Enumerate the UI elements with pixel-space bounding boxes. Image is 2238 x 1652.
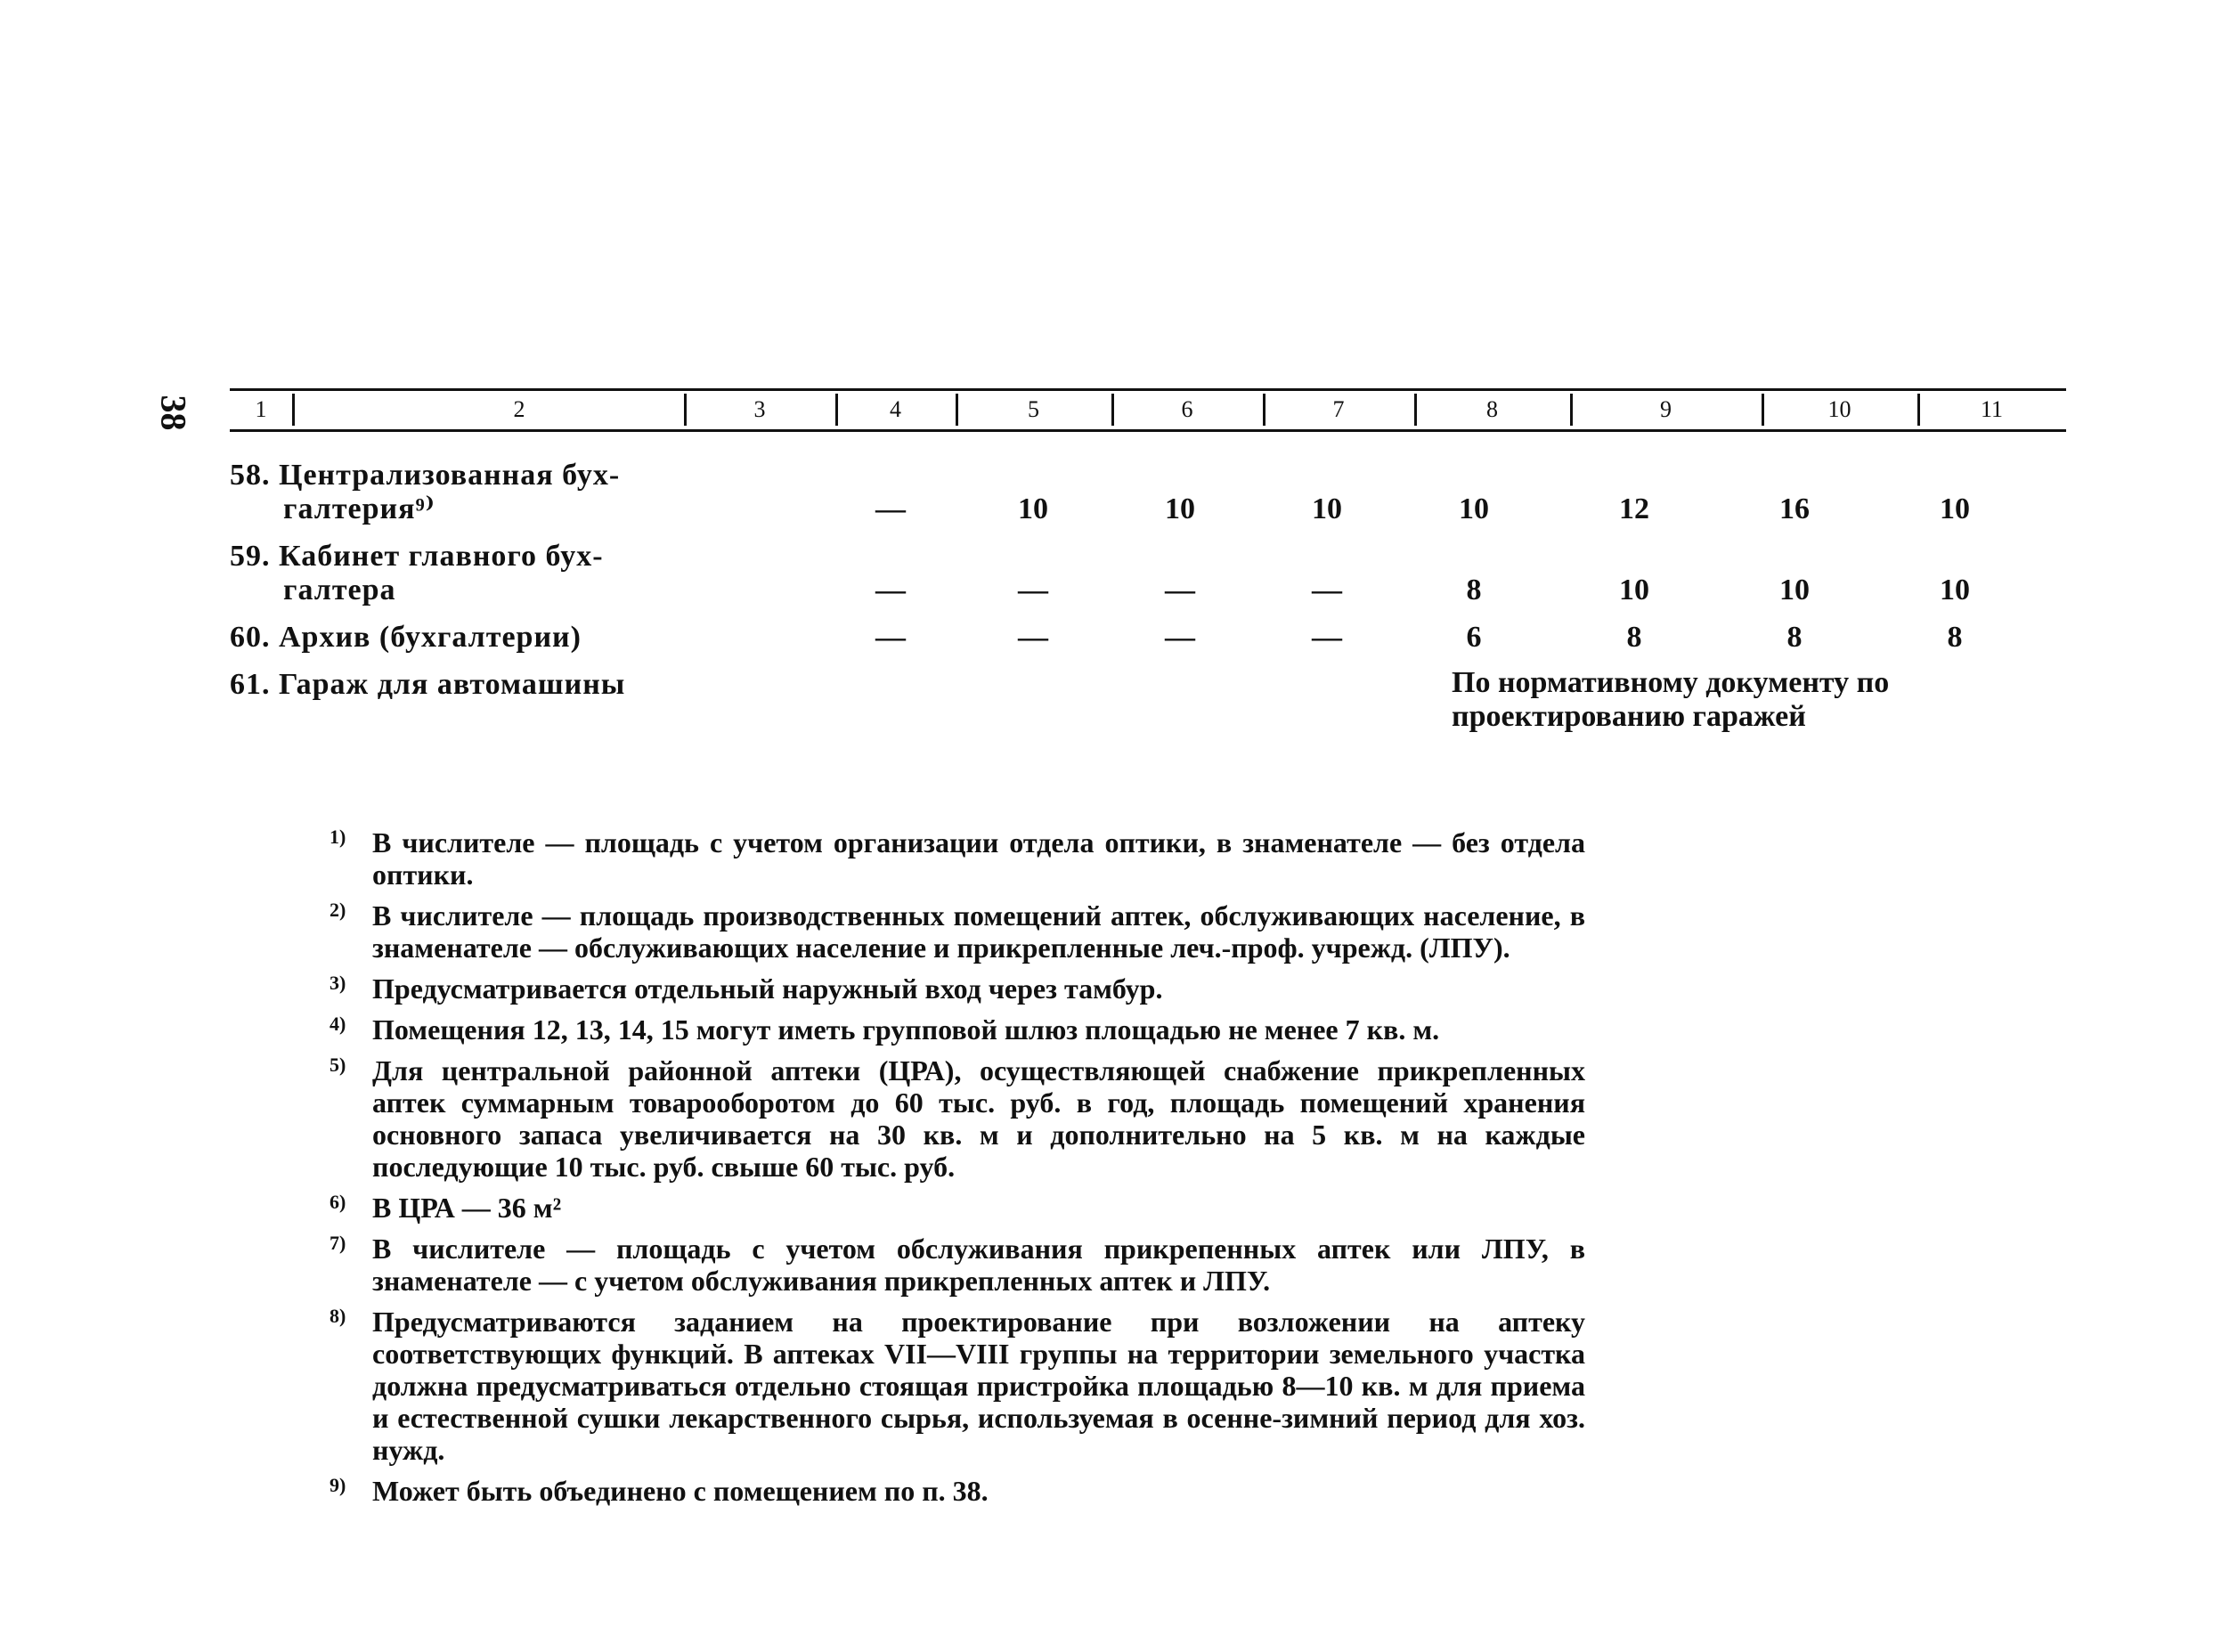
page-number: 38	[153, 395, 194, 431]
footnote-mark: 4)	[330, 1013, 346, 1035]
cell-col10: 10	[1779, 574, 1810, 606]
cell-col6: —	[1165, 621, 1195, 654]
footnote	[330, 972, 1585, 1005]
header-col-8: 8	[1486, 396, 1498, 422]
row-label-line1: 58. Централизованная бух-	[230, 459, 621, 492]
footnote	[330, 1233, 1585, 1297]
cell-col7: —	[1312, 621, 1342, 654]
footnotes	[330, 826, 1585, 1516]
cell-col8: 8	[1466, 574, 1482, 606]
cell-col10: 16	[1779, 492, 1810, 525]
footnote-mark: 9)	[330, 1474, 346, 1496]
cell-col9: 8	[1626, 621, 1642, 654]
footnote-mark: 8)	[330, 1305, 346, 1327]
table-header-row	[230, 390, 2066, 429]
cell-col7: —	[1312, 574, 1342, 606]
header-col-4: 4	[890, 396, 901, 422]
cell-col8: 6	[1466, 621, 1482, 654]
cell-col8: 10	[1459, 492, 1489, 525]
cell-col5: —	[1018, 574, 1048, 606]
row-note: По нормативному документу по проектированию гаражей	[1452, 666, 1890, 733]
footnote-text: Предусматриваются заданием на проектирование при возложении на аптеку соответствующих функций. В аптеках VII—VIII группы на территории земельного участка должна предусматриваться отдельно стоящая пристройка площадью 8—10 кв. м для приема и естественной сушки лекарственного сырья, используемая в осенне-зимний период для хоз. нужд.	[372, 1306, 1585, 1466]
footnote-text: В ЦРА — 36 м²	[372, 1192, 562, 1224]
cell-col4: —	[875, 621, 906, 654]
footnote-mark: 5)	[330, 1054, 346, 1076]
cell-col9: 12	[1619, 492, 1649, 525]
footnote	[330, 1192, 1585, 1224]
header-col-6: 6	[1181, 396, 1193, 422]
footnote-mark: 3)	[330, 972, 346, 994]
row-label-line1: 60. Архив (бухгалтерии)	[230, 621, 582, 654]
footnote-text: В числителе — площадь с учетом обслуживания прикрепенных аптек или ЛПУ, в знаменателе — с учетом обслуживания прикрепленных аптек и ЛПУ.	[372, 1233, 1585, 1297]
cell-col6: 10	[1165, 492, 1195, 525]
header-col-9: 9	[1660, 396, 1672, 422]
cell-col11: 10	[1940, 492, 1970, 525]
row-label-line2: галтерия⁹⁾	[283, 492, 435, 525]
footnote	[330, 1306, 1585, 1466]
footnote	[330, 1475, 1585, 1507]
header-col-10: 10	[1827, 396, 1851, 422]
cell-col11: 10	[1940, 574, 1970, 606]
footnote-text: Для центральной районной аптеки (ЦРА), осуществляющей снабжение прикрепленных аптек суммарным товарооборотом до 60 тыс. руб. в год, площадь помещений хранения основного запаса увеличивается на 30 кв. м и дополнительно на 5 кв. м на каждые последующие 10 тыс. руб. свыше 60 тыс. руб.	[372, 1054, 1585, 1183]
cell-col5: 10	[1018, 492, 1048, 525]
header-col-7: 7	[1332, 396, 1345, 422]
cell-col7: 10	[1312, 492, 1342, 525]
footnote-text: Предусматривается отдельный наружный вход через тамбур.	[372, 972, 1163, 1005]
cell-col11: 8	[1947, 621, 1963, 654]
footnote-mark: 2)	[330, 899, 346, 921]
header-col-5: 5	[1028, 396, 1039, 422]
cell-col6: —	[1165, 574, 1195, 606]
row-label-line1: 61. Гараж для автомашины	[230, 668, 626, 701]
footnote-text: В числителе — площадь производственных помещений аптек, обслуживающих население, в знаменателе — обслуживающих население и прикрепленные леч.-проф. учрежд. (ЛПУ).	[372, 899, 1585, 964]
cell-col10: 8	[1786, 621, 1803, 654]
footnote-mark: 6)	[330, 1191, 346, 1213]
header-col-11: 11	[1980, 396, 2004, 422]
footnote	[330, 1013, 1585, 1046]
header-col-2: 2	[513, 396, 525, 422]
row-label-line2: галтера	[283, 574, 396, 606]
footnote-text: Помещения 12, 13, 14, 15 могут иметь групповой шлюз площадью не менее 7 кв. м.	[372, 1013, 1440, 1046]
header-col-3: 3	[753, 396, 766, 422]
row-label-line1: 59. Кабинет главного бух-	[230, 540, 604, 573]
footnote-text: В числителе — площадь с учетом организации отдела оптики, в знаменателе — без отдела оптики.	[372, 826, 1585, 891]
footnote-mark: 7)	[330, 1232, 346, 1254]
cell-col4: —	[875, 492, 906, 525]
cell-col9: 10	[1619, 574, 1649, 606]
header-bottom-rule	[230, 429, 2066, 432]
footnote-text: Может быть объединено с помещением по п. 38.	[372, 1475, 989, 1507]
cell-col5: —	[1018, 621, 1048, 654]
header-col-1: 1	[255, 396, 267, 422]
footnote	[330, 899, 1585, 964]
footnote-mark: 1)	[330, 826, 346, 848]
footnote	[330, 826, 1585, 891]
footnote	[330, 1054, 1585, 1183]
cell-col4: —	[875, 574, 906, 606]
